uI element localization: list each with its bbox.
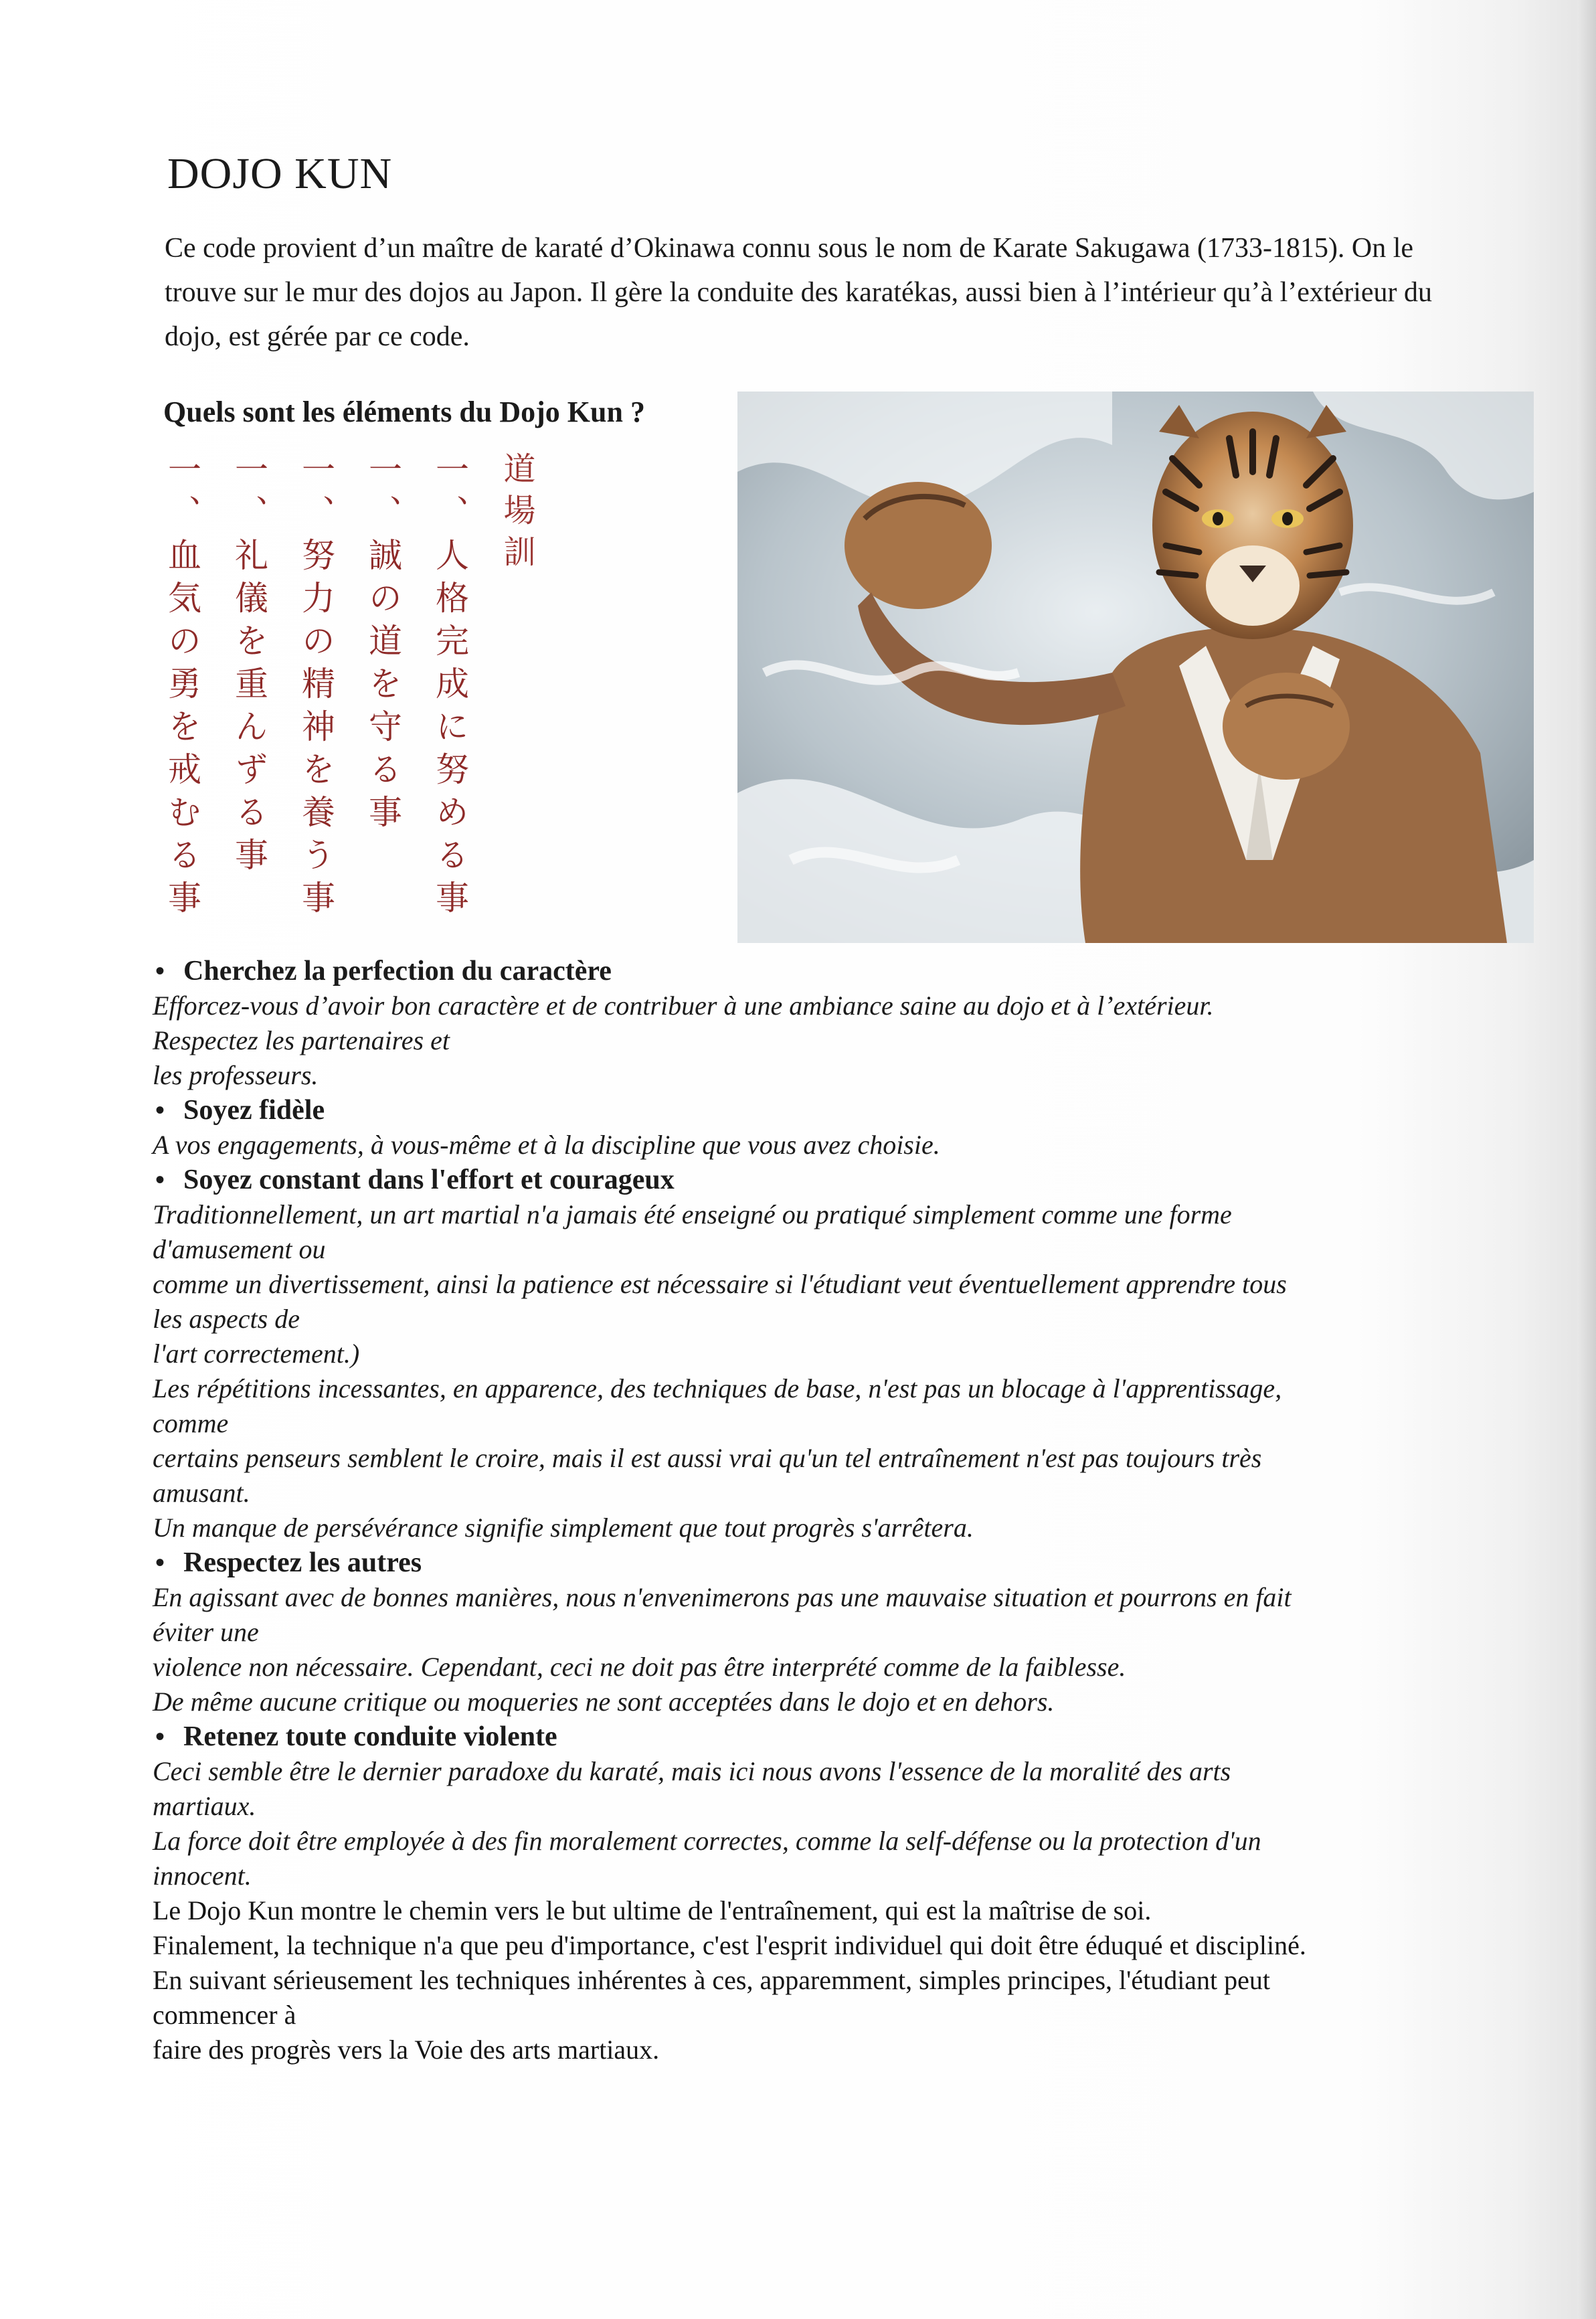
principle-heading [153, 1545, 1491, 1580]
tiger-karateka-icon [737, 392, 1534, 943]
principle-line: comme [153, 1408, 229, 1438]
principle-heading-text: Soyez constant dans l'effort et courageux [183, 1165, 675, 1195]
principle-line: innocent. [153, 1861, 252, 1891]
conclusion-line: faire des progrès vers la Voie des arts martiaux. [153, 2035, 660, 2065]
calligraphy-column: 一、礼儀を重んずる事 [230, 452, 268, 880]
calligraphy-column: 一、努力の精神を養う事 [296, 452, 335, 923]
principle-heading-text: Retenez toute conduite violente [183, 1721, 557, 1752]
principle-heading [153, 954, 1491, 989]
principle-heading-text: Respectez les autres [183, 1547, 422, 1578]
principle-section [153, 1163, 1491, 1545]
principle-section [153, 1719, 1491, 1893]
calligraphy-column: 一、血気の勇を戒むる事 [163, 452, 201, 923]
principle-line: Un manque de persévérance signifie simplement que tout progrès s'arrêtera. [153, 1513, 974, 1543]
conclusion-line: Le Dojo Kun montre le chemin vers le but ultime de l'entraînement, qui est la maîtrise de soi. [153, 1895, 1152, 1925]
conclusion-line: Finalement, la technique n'a que peu d'importance, c'est l'esprit individuel qui doit être éduqué et discipliné. [153, 1930, 1306, 1960]
principle-section [153, 1545, 1491, 1719]
principle-line: De même aucune critique ou moqueries ne sont acceptées dans le dojo et en dehors. [153, 1687, 1055, 1717]
principle-line: les professeurs. [153, 1060, 319, 1090]
bullet-icon: • [155, 1721, 165, 1751]
dojo-kun-calligraphy [154, 452, 555, 934]
principle-line: Les répétitions incessantes, en apparence, des techniques de base, n'est pas un blocage à l'apprentissage, [153, 1373, 1282, 1403]
page-title: DOJO KUN [167, 149, 393, 198]
principle-line: amusant. [153, 1478, 250, 1508]
calligraphy-column: 一、人格完成に努める事 [430, 452, 469, 923]
principle-line: A vos engagements, à vous-même et à la discipline que vous avez choisie. [153, 1130, 940, 1160]
bullet-icon: • [155, 956, 165, 986]
principle-line: martiaux. [153, 1791, 256, 1821]
principle-section [153, 1093, 1491, 1163]
bullet-icon: • [155, 1547, 165, 1577]
page-edge-shadow [1577, 0, 1596, 2319]
principle-line: Respectez les partenaires et [153, 1025, 450, 1055]
principle-line: Traditionnellement, un art martial n'a jamais été enseigné ou pratiqué simplement comme une forme [153, 1199, 1232, 1229]
principle-line: Efforcez-vous d’avoir bon caractère et de contribuer à une ambiance saine au dojo et à l’extérieur. [153, 991, 1214, 1021]
principle-heading-text: Soyez fidèle [183, 1095, 325, 1126]
section-question: Quels sont les éléments du Dojo Kun ? [163, 396, 645, 428]
conclusion [153, 1893, 1491, 2067]
calligraphy-title: 道場訓 [498, 452, 535, 576]
principle-line: Ceci semble être le dernier paradoxe du karaté, mais ici nous avons l'essence de la moralité des arts [153, 1756, 1231, 1786]
principle-heading-text: Cherchez la perfection du caractère [183, 956, 612, 986]
conclusion-line: En suivant sérieusement les techniques inhérentes à ces, apparemment, simples principes, l'étudiant peut [153, 1965, 1271, 1995]
conclusion-line: commencer à [153, 2000, 296, 2030]
principle-line: La force doit être employée à des fin moralement correctes, comme la self-défense ou la protection d'un [153, 1826, 1261, 1856]
principle-line: d'amusement ou [153, 1234, 326, 1264]
principle-section [153, 954, 1491, 1093]
principle-heading [153, 1093, 1491, 1128]
principle-heading [153, 1719, 1491, 1754]
principle-line: En agissant avec de bonnes manières, nous n'envenimerons pas une mauvaise situation et pourrons en fait [153, 1582, 1292, 1612]
principle-line: violence non nécessaire. Cependant, ceci ne doit pas être interprété comme de la faiblesse. [153, 1652, 1126, 1682]
principle-line: comme un divertissement, ainsi la patience est nécessaire si l'étudiant veut éventuellement apprendre tous [153, 1269, 1287, 1299]
principle-line: l'art correctement.) [153, 1339, 360, 1369]
principles-list [153, 954, 1491, 2067]
principle-line: éviter une [153, 1617, 259, 1647]
principle-line: certains penseurs semblent le croire, mais il est aussi vrai qu'un tel entraînement n'est pas toujours très [153, 1443, 1262, 1473]
bullet-icon: • [155, 1165, 165, 1195]
intro-paragraph: Ce code provient d’un maître de karaté d’Okinawa connu sous le nom de Karate Sakugawa (1733-1815). On le trouve sur le mur des dojos au Japon. Il gère la conduite des karatékas, aussi bien à l’intérieur qu’à l’extérieur du dojo, est gérée par ce code. [165, 233, 1433, 352]
tiger-karateka-image [737, 392, 1534, 943]
principle-line: les aspects de [153, 1304, 300, 1334]
bullet-icon: • [155, 1095, 165, 1125]
principle-heading [153, 1163, 1491, 1197]
calligraphy-column: 一、誠の道を守る事 [363, 452, 402, 837]
